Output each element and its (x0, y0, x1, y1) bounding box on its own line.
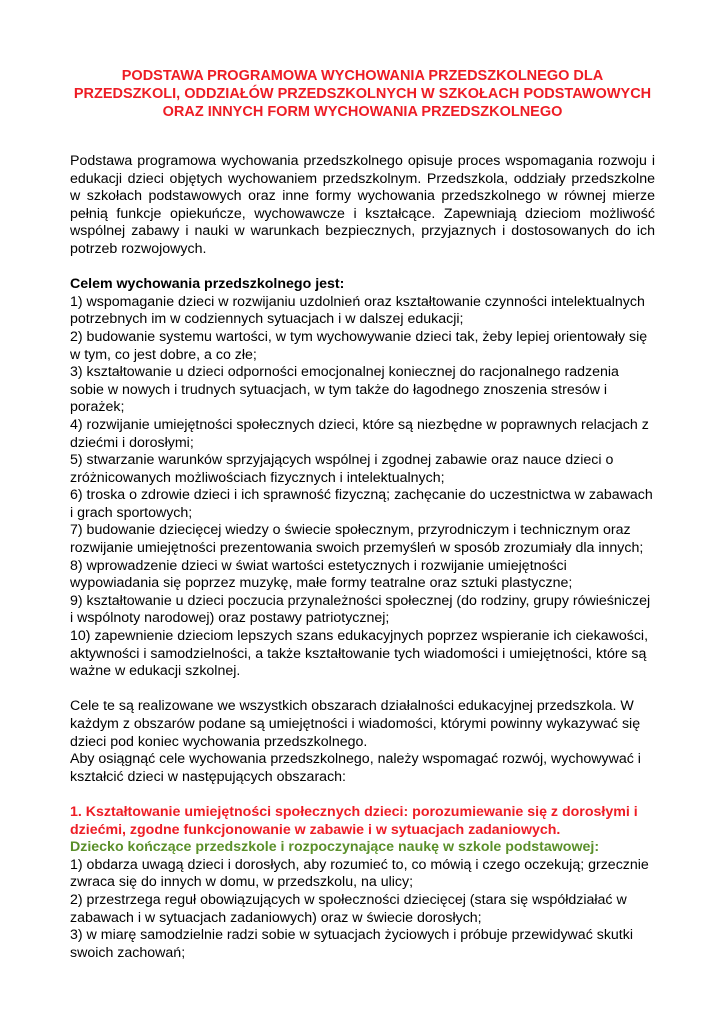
goals-list (70, 294, 655, 681)
goal-item: 10) zapewnienie dzieciom lepszych szans edukacyjnych poprzez wspieranie ich ciekawości, aktywności i samodzielności, a także kształtowanie tych wiadomości i umiejętności, które są ważne w edukacji szkolnej. (70, 628, 649, 680)
title-line: PRZEDSZKOLI, ODDZIAŁÓW PRZEDSZKOLNYCH W SZKOŁACH PODSTAWOWYCH (73, 86, 652, 102)
goal-item: 1) wspomaganie dzieci w rozwijaniu uzdolnień oraz kształtowanie czynności intelektualnych potrzebnych im w codziennych sytuacjach i w dalszej edukacji; (70, 293, 645, 328)
section-heading: 1. Kształtowanie umiejętności społecznych dzieci: porozumiewanie się z dorosłymi i dziećmi, zgodne funkcjonowanie w zabawie i w sytuacjach zadaniowych. (70, 803, 638, 838)
document-title (70, 67, 655, 121)
goal-item: 5) stwarzanie warunków sprzyjających wspólnej i zgodnej zabawie oraz nauce dzieci o zróżnicowanych możliwościach fizycznych i intelektualnych; (70, 452, 614, 486)
section-subheading: Dziecko kończące przedszkole i rozpoczynające naukę w szkole podstawowej: (70, 839, 600, 856)
areas-intro-paragraph: Aby osiągnąć cele wychowania przedszkolnego, należy wspomagać rozwój, wychowywać i kształcić dzieci w następujących obszarach: (70, 751, 641, 785)
goal-item: 3) kształtowanie u dzieci odporności emocjonalnej koniecznej do racjonalnego radzenia sobie w nowych i trudnych sytuacjach, w tym także do łagodnego znoszenia stresów i porażek; (70, 364, 619, 416)
skill-item: 1) obdarza uwagą dzieci i dorosłych, aby rozumieć to, co mówią i czego oczekują; grzecznie zwraca się do innych w domu, w przedszkolu, na ulicy; (70, 856, 649, 891)
title-line: ORAZ INNYCH FORM WYCHOWANIA PRZEDSZKOLNEGO (162, 104, 563, 120)
goal-item: 7) budowanie dziecięcej wiedzy o świecie społecznym, przyrodniczym i technicznym oraz rozwijanie umiejętności prezentowania swoich przemyśleń w sposób zrozumiały dla innych; (70, 522, 644, 557)
skill-item: 3) w miarę samodzielnie radzi sobie w sytuacjach życiowych i próbuje przewidywać skutki swoich zachowań; (70, 927, 633, 961)
section-list (70, 857, 655, 963)
goal-item: 8) wprowadzenie dzieci w świat wartości estetycznych i rozwijanie umiejętności wypowiadania się poprzez muzykę, małe formy teatralne oraz sztuki plastyczne; (70, 557, 573, 592)
document-body (70, 153, 655, 962)
skill-item: 2) przestrzega reguł obowiązujących w społeczności dziecięcej (stara się współdziałać w zabawach i w sytuacjach zadaniowych) oraz w świecie dorosłych; (70, 891, 627, 926)
goal-item: 4) rozwijanie umiejętności społecznych dzieci, które są niezbędne w poprawnych relacjach z dziećmi i dorosłymi; (70, 416, 649, 451)
goals-heading: Celem wychowania przedszkolnego jest: (70, 276, 345, 293)
realization-paragraph: Cele te są realizowane we wszystkich obszarach działalności edukacyjnej przedszkola. W każdym z obszarów podane są umiejętności i wiadomości, którymi powinny wykazywać się dzieci pod koniec wychowania przedszkolnego. (70, 698, 641, 750)
goal-item: 6) troska o zdrowie dzieci i ich sprawność fizyczną; zachęcanie do uczestnictwa w zabawach i grach sportowych; (70, 487, 653, 521)
goal-item: 9) kształtowanie u dzieci poczucia przynależności społecznej (do rodziny, grupy rówieśniczej i wspólnoty narodowej) oraz postawy patriotycznej; (70, 592, 651, 627)
goal-item: 2) budowanie systemu wartości, w tym wychowywanie dzieci tak, żeby lepiej orientowały się w tym, co jest dobre, a co złe; (70, 328, 648, 363)
title-line: PODSTAWA PROGRAMOWA WYCHOWANIA PRZEDSZKOLNEGO DLA (121, 68, 604, 84)
intro-paragraph: Podstawa programowa wychowania przedszkolnego opisuje proces wspomagania rozwoju i edukacji dzieci objętych wychowaniem przedszkolnym. Przedszkola, oddziały przedszkolne w szkołach podstawowych oraz inne formy wychowania przedszkolnego w równej mierze pełnią funkcje opiekuńcze, wychowawcze i kształcące. Zapewniają dzieciom możliwość wspólnej zabawy i nauki w warunkach bezpiecznych, przyjaznych i dostosowanych do ich potrzeb rozwojowych. (70, 153, 655, 257)
